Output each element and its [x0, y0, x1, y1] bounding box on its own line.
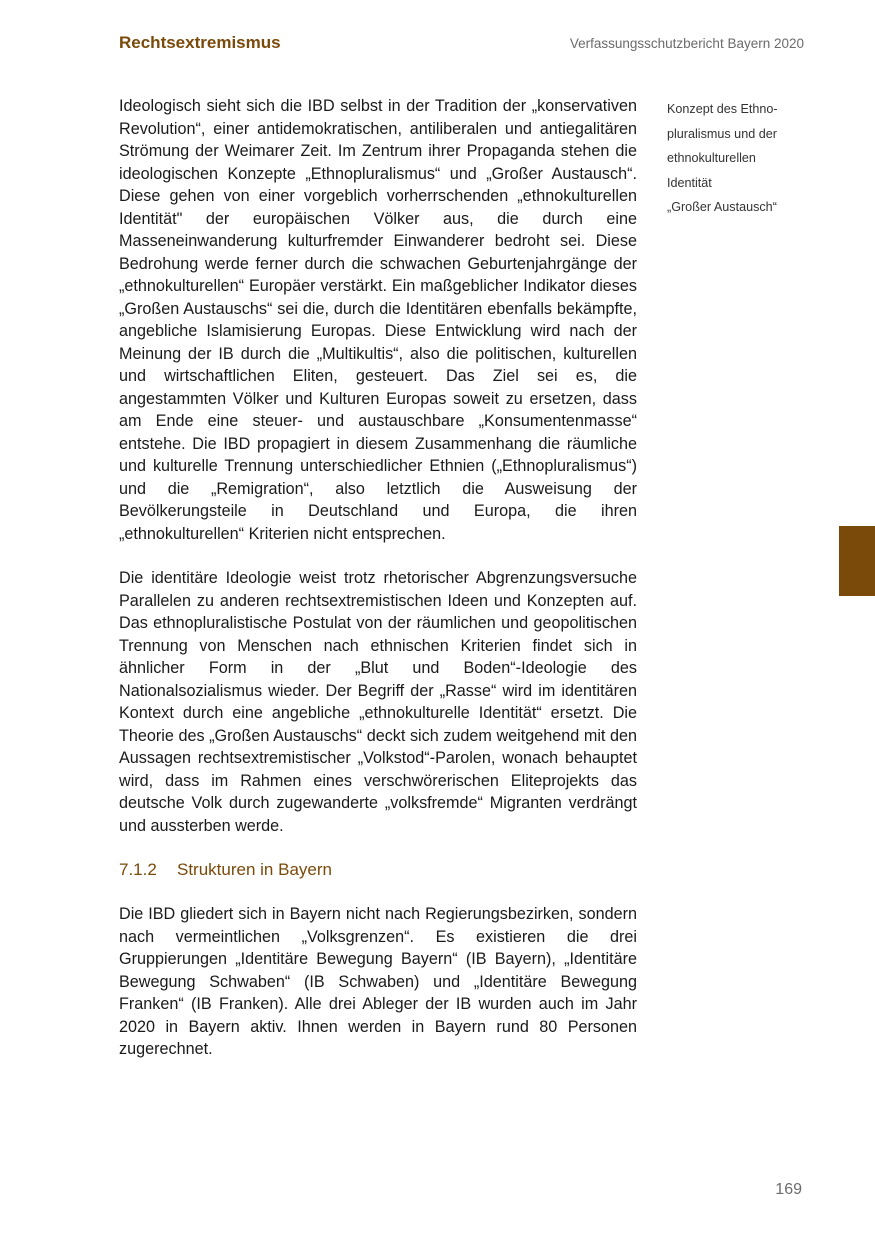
paragraph-structures: Die IBD gliedert sich in Bayern nicht nach Regierungsbezirken, sondern nach vermeintlichen „Volksgrenzen“. Es existieren die drei Gruppierungen „Identitäre Bewegung Bayern“ (IB Bayern), „Identitäre Bewegung Schwaben“ (IB Schwaben) und „Identitäre Bewegung Franken“ (IB Franken). Alle drei Ableger der IB wurden auch im Jahr 2020 in Bayern aktiv. Ihnen werden in Bayern rund 80 Personen zugerechnet. — [119, 905, 637, 1058]
paragraph-ideology: Ideologisch sieht sich die IBD selbst in der Tradition der „konservativen Revolution“, einer antidemokratischen, antiliberalen und antiegalitären Strömung der Weimarer Zeit. Im Zentrum ihrer Propaganda stehen die ideologischen Konzepte „Ethnopluralismus“ und „Großer Austausch“. Diese gehen von einer vorgeblich vorherrschenden „ethnokulturellen Identität" der europäischen Völker aus, die durch eine Masseneinwanderung kulturfremder Einwanderer bedroht sei. Diese Bedrohung werde ferner durch die schwachen Geburtenjahrgänge der „ethnokulturellen“ Europäer verstärkt. Ein maßgeblicher Indikator dieses „Großen Austauschs“ sei die, durch die Identitären ebenfalls bekämpfte, angebliche Islamisierung Europas. Diese Entwicklung wird nach der Meinung der IB durch die „Multikultis“, also die politischen, kulturellen und wirtschaftlichen Eliten, gesteuert. Das Ziel sei es, die angestammten Völker und Kulturen Europas soweit zu ersetzen, dass am Ende eine steuer- und austauschbare „Konsumentenmasse“ entstehe. Die IBD propagiert in diesem Zusammenhang die räumliche und kulturelle Trennung unterschiedlicher Ethnien („Ethnopluralismus“) und die „Remigration“, also letztlich die Ausweisung der Bevölkerungsteile in Deutschland und Europa, die ihren „ethnokulturellen“ Kriterien nicht entsprechen. — [119, 97, 637, 543]
margin-note-line: Identität — [667, 175, 712, 190]
publication-title: Verfassungsschutzbericht Bayern 2020 — [569, 36, 804, 51]
margin-note — [667, 97, 817, 220]
section-heading — [119, 859, 637, 881]
chapter-title: Rechtsextremismus — [119, 33, 281, 52]
margin-note-line: pluralismus und der — [667, 126, 777, 141]
margin-note-line: Konzept des Ethno- — [667, 102, 778, 116]
main-text — [119, 95, 637, 1061]
chapter-thumb-tab — [839, 526, 875, 596]
margin-note-line: „Großer Austausch“ — [667, 200, 777, 214]
margin-note-line: ethnokulturellen — [667, 151, 756, 165]
section-title: Strukturen in Bayern — [177, 860, 332, 879]
section-number: 7.1.2 — [119, 860, 157, 879]
page-number: 169 — [775, 1181, 802, 1198]
paragraph-parallels: Die identitäre Ideologie weist trotz rhetorischer Abgrenzungsversuche Parallelen zu anderen rechtsextremistischen Ideen und Konzepten auf. Das ethnopluralistische Postulat von der räumlichen und geopolitischen Trennung von Menschen nach ethnischen Kriterien findet sich in ähnlicher Form in der „Blut und Boden“-Ideologie des Nationalsozialismus wieder. Der Begriff der „Rasse“ wird im identitären Kontext durch eine angebliche „ethnokulturelle Identität“ ersetzt. Die Theorie des „Großen Austauschs“ deckt sich zudem weitgehend mit den Aussagen rechtsextremistischer „Volkstod“-Parolen, wonach behauptet wird, dass im Rahmen eines verschwörerischen Eliteprojekts das deutsche Volk durch zugewanderte „volksfremde“ Migranten verdrängt und aussterben werde. — [119, 569, 637, 835]
